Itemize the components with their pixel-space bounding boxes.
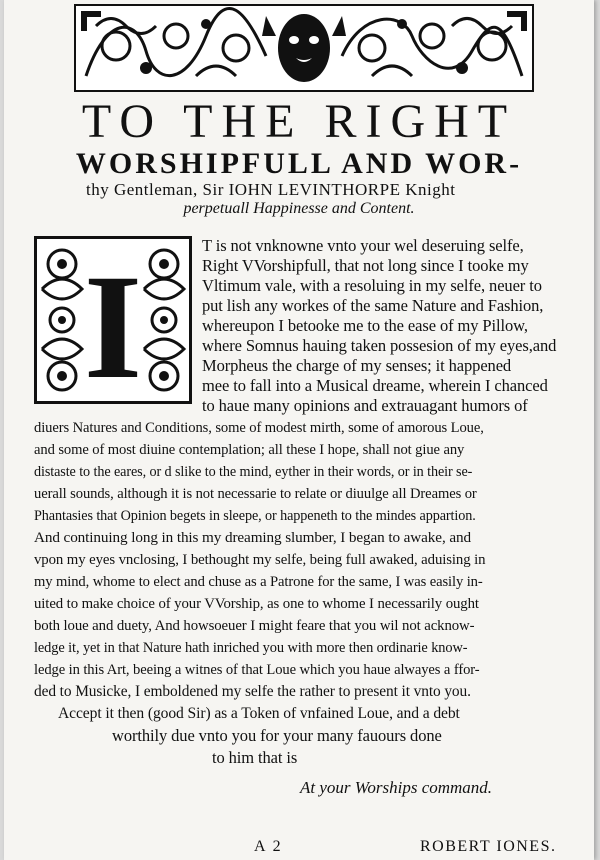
letter-line: vpon my eyes vnclosing, I bethought my selfe, being full awaked, aduising in [34,552,486,568]
letter-line: both loue and duety, And howsoeuer I might feare that you wil not acknow- [34,618,475,634]
dedication-wish: perpetuall Happinesse and Content. [183,200,415,217]
letter-line: Phantasies that Opinion begets in sleepe, or happeneth to the mindes appartion. [34,508,476,524]
letter-line: to him that is [212,748,298,767]
ornamental-headpiece [74,4,534,92]
letter-line: whereupon I betooke me to the ease of my Pillow, [202,316,528,335]
headpiece-ornament-image [76,6,532,90]
letter-line: put lish any workes of the same Nature and Fashion, [202,296,544,315]
letter-line: distaste to the eares, or d slike to the mind, eyther in their words, or in their se- [34,464,473,480]
letter-line: worthily due vnto you for your many fauours done [112,726,442,745]
book-page [4,0,594,860]
letter-line: Vltimum vale, with a resoluing in my selfe, neuer to [202,276,542,295]
author-name: ROBERT IONES. [420,838,557,855]
letter-line: and some of most diuine contemplation; all these I hope, shall not giue any [34,442,465,458]
letter-line: Right VVorshipfull, that not long since I tooke my [202,256,529,275]
drop-cap-ornament-image [37,239,189,401]
letter-line: And continuing long in this my dreaming slumber, I began to awake, and [34,529,471,546]
letter-line: where Somnus hauing taken possesion of my eyes,and [202,336,557,355]
dedicatee-line: thy Gentleman, Sir IOHN LEVINTHORPE Knight [86,180,456,199]
closing-salutation: At your Worships command. [300,778,493,797]
signature-mark: A 2 [254,838,283,855]
letter-line: Morpheus the charge of my senses; it happened [202,356,512,375]
drop-cap [34,236,192,404]
letter-line: ledge in this Art, beeing a witnes of that Loue which you haue alwayes a ffor- [34,662,480,678]
title-subheading: WORSHIPFULL AND WOR- [75,147,523,180]
letter-line: Accept it then (good Sir) as a Token of vnfained Loue, and a debt [58,705,460,722]
letter-line: mee to fall into a Musical dreame, wherein I chanced [202,376,548,395]
letter-line: to haue many opinions and extrauagant humors of [202,396,528,415]
letter-line: ledge it, yet in that Nature hath inriched you with more then ordinarie know- [34,640,468,656]
letter-line: my mind, whome to elect and chuse as a Patrone for the same, I was easily in- [34,574,483,590]
letter-line: uerall sounds, although it is not necessarie to relate or diuulge all Dreames or [34,486,477,502]
letter-line: diuers Natures and Conditions, some of modest mirth, some of amorous Loue, [34,420,484,436]
letter-line: uited to make choice of your VVorship, as one to whome I necessarily ought [34,596,479,612]
drop-cap-letter: I [83,244,143,401]
letter-line: ded to Musicke, I emboldened my selfe the rather to present it vnto you. [34,683,471,700]
title-main: TO THE RIGHT [81,95,517,148]
letter-line: T is not vnknowne vnto your wel deseruing selfe, [202,236,524,255]
